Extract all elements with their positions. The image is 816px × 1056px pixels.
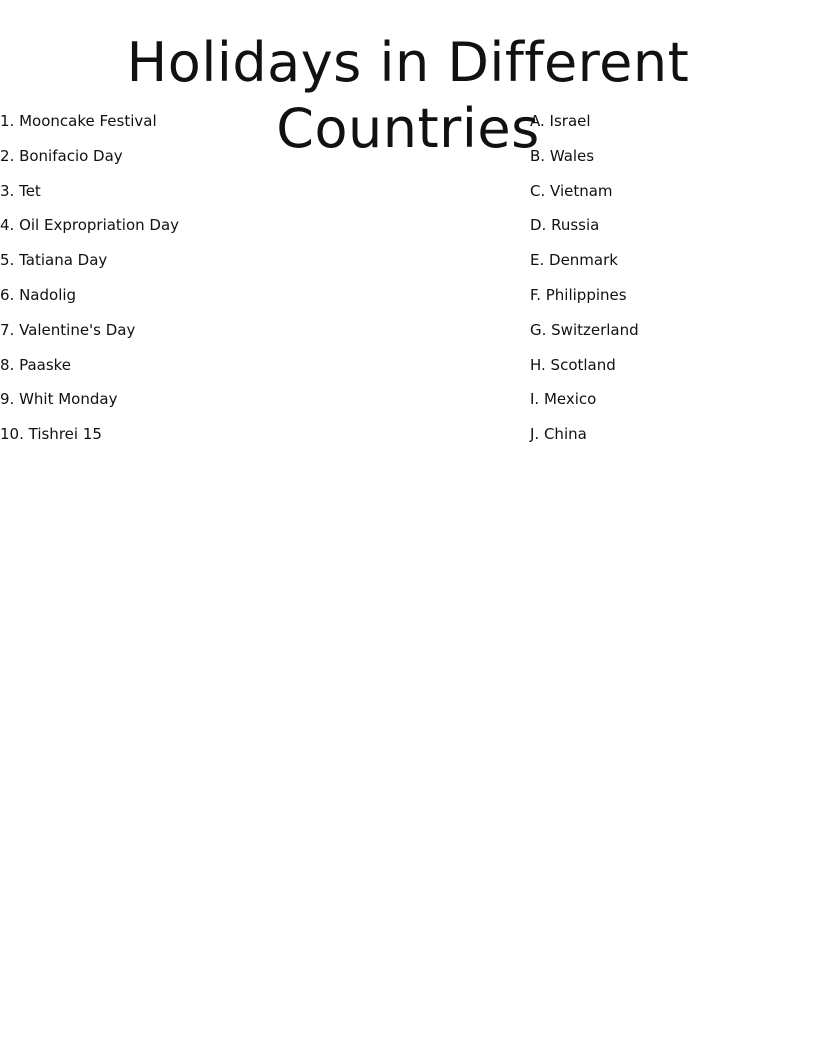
country-item: F. Philippines [530, 285, 627, 304]
holiday-list [0, 111, 500, 459]
holiday-item: 1. Mooncake Festival [0, 112, 157, 130]
country-item: J. China [530, 425, 587, 444]
country-item: H. Scotland [530, 355, 616, 374]
holiday-item: 7. Valentine's Day [0, 320, 136, 339]
country-item: I. Mexico [530, 390, 597, 409]
holiday-item: 3. Tet [0, 181, 41, 200]
holiday-item: 5. Tatiana Day [0, 251, 108, 270]
holiday-item: 9. Whit Monday [0, 390, 118, 409]
country-list [530, 111, 810, 459]
country-item: B. Wales [530, 146, 595, 165]
country-item: C. Vietnam [530, 181, 613, 200]
holiday-item: 2. Bonifacio Day [0, 146, 123, 165]
holiday-item: 4. Oil Expropriation Day [0, 216, 180, 235]
holiday-item: 6. Nadolig [0, 285, 77, 304]
country-item: E. Denmark [530, 251, 618, 270]
page-title: Holidays in Different Countries [126, 31, 690, 160]
country-item: D. Russia [530, 216, 600, 235]
holiday-item: 10. Tishrei 15 [0, 425, 102, 444]
country-item: G. Switzerland [530, 320, 639, 339]
country-item: A. Israel [530, 112, 591, 130]
holiday-item: 8. Paaske [0, 355, 72, 374]
